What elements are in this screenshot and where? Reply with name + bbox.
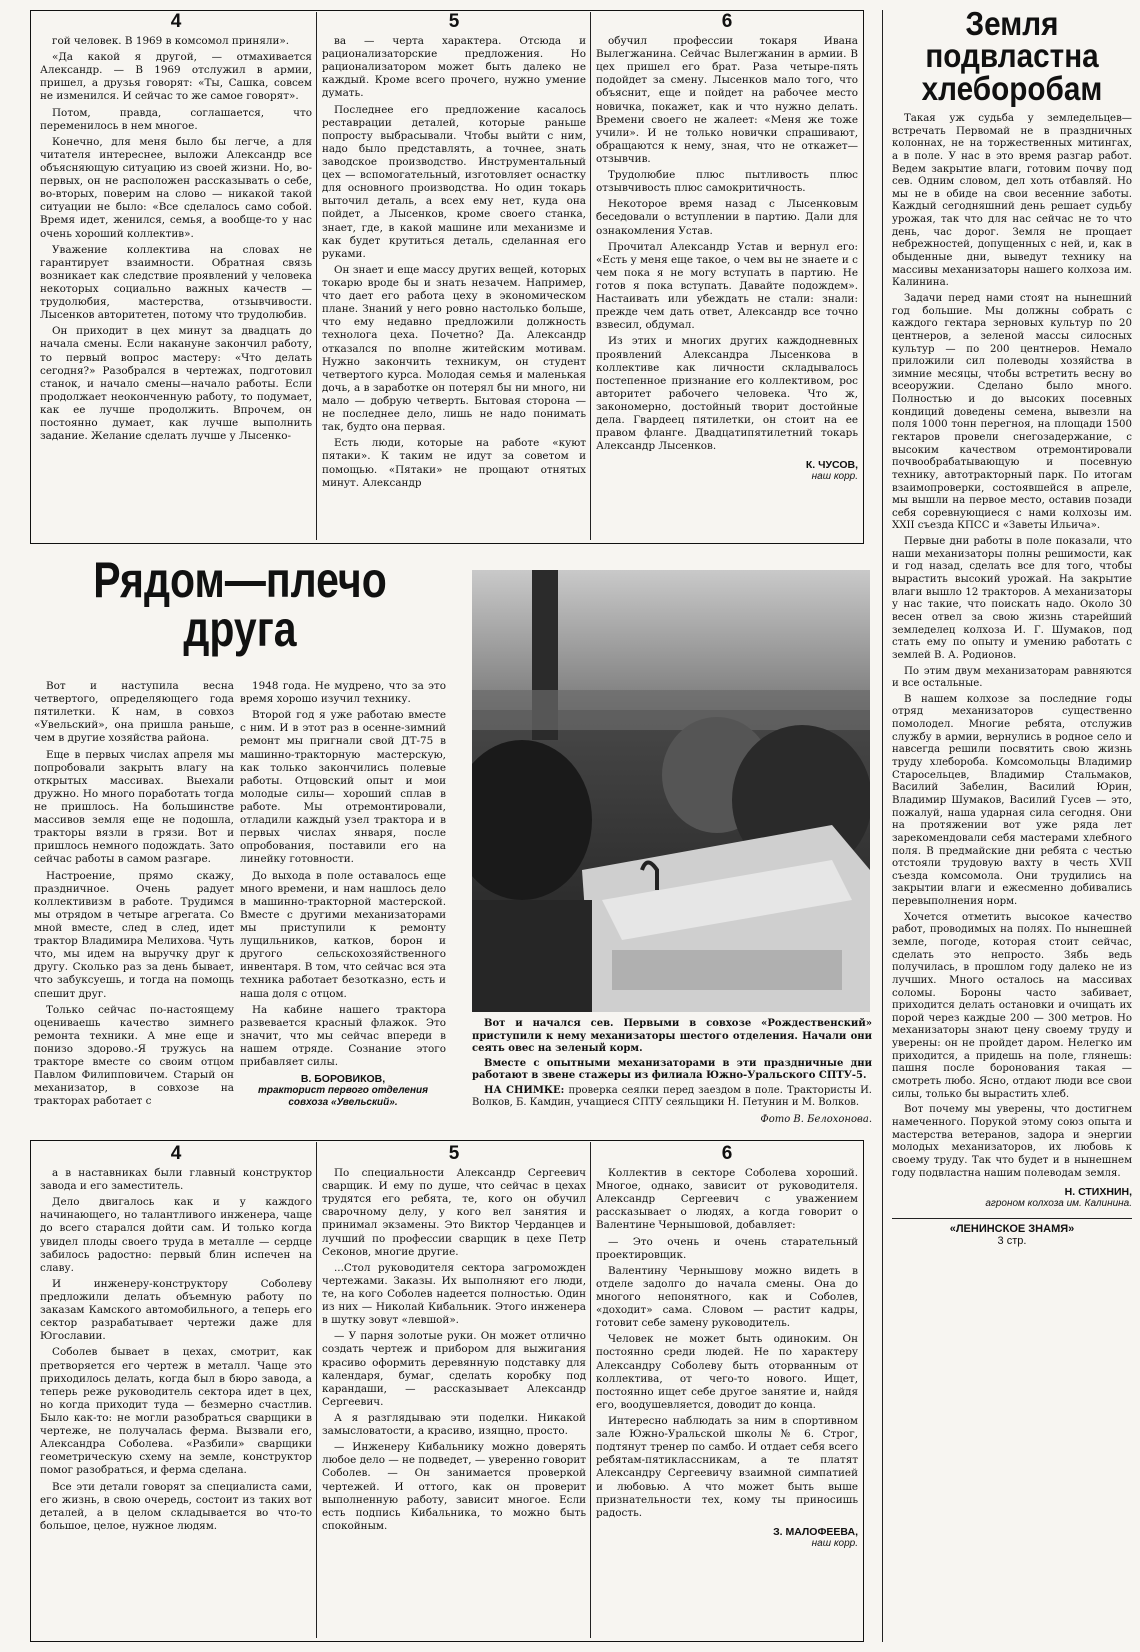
top-col-divider-1 xyxy=(316,12,317,540)
top-column-5 xyxy=(322,12,586,540)
paragraph: Он приходит в цех минут за двадцать до начала смены. Если накануне закончил работу, то первый вопрос мастеру: «Что делать сегодня?» Разобрался в чертежах, подготовил станок, и начало смены—начало работы. Если продолжает неоконченную работу, то подумает, как ее лучше продолжить. Впрочем, он постоянно думает, как лучше выполнить задание. Желание сделать лучше у Лысенко- xyxy=(40,325,312,443)
paragraph: Валентину Чернышову можно видеть в отделе задолго до начала смены. Она до многого непонятного, как и Соболев, «доходит» сама. Словом — растит кадры, готовит себе замену руководитель. xyxy=(596,1264,858,1330)
paragraph: Первые дни работы в поле показали, что наши механизаторы полны решимости, как и год назад, сделать все для того, чтобы вырастить высокий урожай. На закрытие влаги вышло 12 тракторов. А механизаторы у нас такие, что поискать надо. Около 30 весен отвел за свою жизнь старейший земледелец колхоза И. Г. Шумаков, под стать ему по опыту и умению работать с землей В. А. Родионов. xyxy=(892,536,1132,661)
column-number: 5 xyxy=(448,12,460,32)
photo-image xyxy=(472,570,870,1012)
paragraph: А я разглядываю эти поделки. Никакой замысловатости, а красиво, изящно, просто. xyxy=(322,1411,586,1438)
author-signature xyxy=(240,1073,446,1108)
title-line: Рядом—плечо xyxy=(93,556,387,608)
page-number: 3 стр. xyxy=(997,1234,1027,1247)
author-name: В. БОРОВИКОВ, xyxy=(300,1073,386,1086)
paragraph: По этим двум механизаторам равняются и все остальные. xyxy=(892,665,1132,690)
top-column-6 xyxy=(596,12,858,540)
photo-credit: Фото В. Белохонова. xyxy=(760,1113,872,1125)
bottom-column-4 xyxy=(40,1144,312,1638)
paragraph: — Это очень и очень старательный проектировщик. xyxy=(596,1235,858,1261)
paragraph: В нашем колхозе за последние годы отряд механизаторов существенно помолодел. Многие ребята, отслужив службу в армии, вернулись в родное село и навсегда решили посвятить свою жизнь труду хлебороба. Комсомольцы Владимир Старосельцев, Владимир Стальмаков, Василий Забелин, Василий Юрин, Владимир Шумаков, Василий Гусев — это, пожалуй, наша ударная сила сегодня. Они на протяжении вот уже ряда лет зарекомендовали себя мастерами хлебного поля. В предмайские дни ребята с честью отстояли трудовую вахту в честь XVII съезда комсомола. Они трудились на закрытии влаги и ежесменно добивались перевыполнения норм. xyxy=(892,693,1132,908)
paragraph: По специальности Александр Сергеевич сварщик. И ему по душе, что сейчас в цехах трудятся его ребята, те, кого он обучил сварочному делу, у кого вел занятия и принимал экзамены. Это Виктор Черданцев и лучший по профессии сварщик в цехе Петр Секонов, многие другие. xyxy=(322,1167,586,1258)
paragraph: — Инженеру Кибальнику можно доверять любое дело — не подведет, — уверенно говорит Соболев. — Он занимается проверкой чертежей. И оттого, как он проверит выполненную работу, зависит многое. Если есть подпись Кибальника, то можно быть спокойным. xyxy=(322,1441,586,1532)
paragraph: Еще в первых числах апреля мы попробовали закрыть влагу на открытых массивах. Выехали дружно. Но много поработать тогда не пришлось. На большинстве массивов земля еще не подошла, тракторы вязли в грязи. Вот и пришлось немного подождать. Зато сейчас работы в самом разгаре. xyxy=(34,748,234,866)
caption-lead: Вот и начался сев. Первыми в совхозе «Рождественский» приступили к нему механизаторы шестого отделения. Начали они сеять овес на зеленый корм. xyxy=(472,1018,872,1054)
paragraph: Такая уж судьба у земледельцев—встречать Первомай не в праздничных колоннах, не на торжественных митингах, а в поле. У нас в это время разгар работ. Ведем закрытие влаги, готовим почву под сев. Одним словом, дел хоть отбавляй. Но мы не в обиде на свои весенние заботы. Каждый сегодняшний день решает судьбу урожая, так что для нас сейчас не то что день, час дорог. Земля не прощает небрежностей, допущенных с ней, и, как в обыденные дни, выведут технику на массивы механизаторы нашего колхоза им. Калинина. xyxy=(892,112,1132,289)
paragraph: Конечно, для меня было бы легче, а для читателя интереснее, выложи Александр все объясняющую ситуацию из своей жизни. Но, во-первых, он не расположен рассказывать о себе, во-вторых, поверим на слово — никакой такой ситуации не было: «Все сделалось само собой. Время идет, женился, семья, а вообще-то у нас очень хороший коллектив». xyxy=(40,135,312,240)
column-number: 4 xyxy=(170,1144,182,1164)
newspaper-name: «ЛЕНИНСКОЕ ЗНАМЯ» xyxy=(949,1222,1075,1235)
paragraph: Вот почему мы уверены, что достигнем намеченного. Порукой этому союз опыта и мастерства ветеранов, задора и энергии молодых механизаторов, их любовь к своему труду. Так что будет и в нынешнем году подвластна нашим полеводам земля. xyxy=(892,1104,1132,1179)
column-number: 4 xyxy=(170,12,182,32)
paragraph: ...Стол руководителя сектора загроможден чертежами. Заказы. Их выполняют его люди, те, на кого Соболев надеется полностью. Один из них — Николай Кибальник. Этого инженера в шутку зовут «левшой». xyxy=(322,1261,586,1327)
paragraph: Вот и наступила весна четвертого, определяющего года пятилетки. К нам, в совхоз «Увельский», она пришла раньше, чем в другие хозяйства района. xyxy=(34,680,234,745)
middle-article-title xyxy=(30,556,450,674)
paragraph: И инженеру-конструктору Соболеву предложили делать объемную работу по заказам Камского автомобильного, а теперь его сектор разрабатывает чертежи даже для Югославии. xyxy=(40,1277,312,1343)
author-name: Н. СТИХНИН, xyxy=(1064,1186,1132,1199)
paragraph: ва — черта характера. Отсюда и рационализаторские предложения. Но рационализатором может быть далеко не каждый. Кроме всего прочего, нужно умение думать. xyxy=(322,35,586,100)
middle-column-a xyxy=(34,680,234,1150)
author-name: З. МАЛОФЕЕВА, xyxy=(773,1525,858,1538)
paragraph: Второй год я уже работаю вместе с ним. И в этот раз в осенне-зимний ремонт мы пригнали свой ДТ-75 в машинно-тракторную мастерскую, как только закончились полевые работы. Отцовский опыт и мои молодые силы— хороший сплав в работе. Мы отремонтировали, отладили каждый узел трактора и в первых числах января, после опробования, поставили его на линейку готовности. xyxy=(240,709,446,866)
author-role: агроном колхоза им. Калинина. xyxy=(985,1198,1132,1210)
author-signature xyxy=(596,1526,858,1550)
photo-caption xyxy=(472,1018,872,1158)
paragraph: Из этих и многих других каждодневных проявлений Александра Лысенкова в коллективе как личности складывалось постепенное признание его коллективом, рос авторитет рабочего человека. Что ж, закономерно, достойный творит достойные дела. Гвардеец пятилетки, он стоит на ее правом фланге. Двадцатипятилетний токарь Александр Лысенков. xyxy=(596,335,858,453)
author-role: тракторист первого отделения совхоза «Увельский». xyxy=(257,1085,429,1108)
caption-description: проверка сеялки перед заездом в поле. Трактористы И. Волков, Б. Камдин, учащиеся СПТУ сеяльщики Н. Петунин и М. Волков. xyxy=(472,1084,872,1108)
paragraph: Человек не может быть одиноким. Он постоянно среди людей. Не по характеру Александру Соболеву быть оторванным от коллектива, от чего-то нового. Ищет, постоянно ищет себе другое занятие и, найдя его, воодушевляется, доводит до конца. xyxy=(596,1333,858,1411)
paragraph: Интересно наблюдать за ним в спортивном зале Южно-Уральской школы № 6. Строг, подтянут тренер по самбо. И отдает себя всего ребятам-пятиклассникам, а те платят Александру Сергеевичу взаимной симпатией и любовью. А что может быть выше признательности тех, кому ты приносишь радость. xyxy=(596,1414,858,1519)
middle-column-b xyxy=(240,680,446,1158)
paragraph: Есть люди, которые на работе «куют пятаки». К таким не идут за советом и помощью. «Пятаки» не прощают отнятых минут. Александр xyxy=(322,437,586,489)
column-number: 6 xyxy=(721,12,733,32)
paragraph: Хочется отметить высокое качество работ, проводимых на полях. По нынешней земле, погоде, которая стоит сейчас, сделать это непросто. Зябь ведь получилась, в прошлом году далеко не из лучших. Много осталось на массивах соломы. Бороны часто забивает, приходится делать остановки и очищать их порой через каждые 200 — 300 метров. Но механизаторы знают цену своему труду и уверены: он не пройдет даром. Нелегко им приходится, а придешь на поле, глянешь: пашня после боронования такая — смотреть любо. Ясно, отдают люди все свои силы, только бы вырастить хлеб. xyxy=(892,911,1132,1100)
paragraph: На кабине нашего трактора развевается красный флажок. Это значит, что мы сейчас впереди в нашем отряде. Сознание этого прибавляет силы. xyxy=(240,1003,446,1069)
paragraph: Уважение коллектива на словах не гарантирует взаимности. Обратная связь возникает как следствие проявлений у человека некоторых социально важных качеств — трудолюбия, мастерства, отзывчивости. Лысенков авторитетен, потому что трудолюбив. xyxy=(40,243,312,322)
paragraph: Все эти детали говорят за специалиста сами, его жизнь, в свою очередь, состоит из таких вот деталей, а в целом складывается во что-то большое, целое, нужное людям. xyxy=(40,1480,312,1532)
paragraph: Некоторое время назад с Лысенковым беседовали о вступлении в партию. Дали для ознакомления Устав. xyxy=(596,198,858,237)
author-signature xyxy=(892,1186,1132,1210)
paragraph: Трудолюбие плюс пытливость плюс отзывчивость плюс самокритичность. xyxy=(596,169,858,195)
bottom-column-5 xyxy=(322,1144,586,1638)
paragraph: «Да какой я другой, — отмахивается Александр. — В 1969 отслужил в армии, пришел, а друзья говорят: «Ты, Сашка, совсем не изменился. И сейчас то же самое говорят». xyxy=(40,51,312,103)
paragraph: Только сейчас по-настоящему оцениваешь качество зимнего ремонта техники. А мне еще и понизо здорово.-Я тружусь на тракторе вместе со своим отцом Павлом Филипповичем. Старый он механизатор, в совхозе на тракторах работает с xyxy=(34,1003,234,1108)
right-article-title: Земля подвластна хлеборобам xyxy=(921,8,1103,107)
photo-seeder-check xyxy=(472,570,870,1012)
paragraph: Потом, правда, соглашается, что переменилось в нем многое. xyxy=(40,106,312,132)
caption-text: Вместе с опытными механизаторами в эти праздничные дни работают в звене стажеры из филиала Южно-Уральского СПТУ-5. xyxy=(472,1057,872,1081)
paragraph: обучил профессии токаря Ивана Вылегжанина. Сейчас Вылегжанин в армии. В цех пришел его брат. Раза четыре-пять подойдет за смену. Лысенков мало того, что объяснит, еще и пойдет на рабочее место новичка, покажет, как и что нужно делать. Времени своего не жалеет: «Меня же тоже учили». И не только новички спрашивают, обращаются к нему, зная, что не откажет— отзывчив. xyxy=(596,35,858,165)
paragraph: Он знает и еще массу других вещей, которых токарю вроде бы и знать незачем. Например, что дает его работа цеху в экономическом плане. Знаний у него ровно настолько больше, что ему недавно предложили должность технолога цеха. Почетно? Да. Александр отказался по вполне житейским мотивам. Нужно закончить техникум, он студент четвертого курса. Молодая семья и маленькая дочь, а в заработке он потерял бы ни много, ни мало — добрую четверть. Бытовая сторона — не последнее дело, лишь не надо понимать так, будто она первая. xyxy=(322,263,586,434)
paragraph: 1948 года. Не мудрено, что за это время хорошо изучил технику. xyxy=(240,680,446,706)
right-article xyxy=(892,8,1132,1648)
paragraph: Задачи перед нами стоят на нынешний год большие. Мы должны собрать с каждого гектара зерновых культур по 20 центнеров, а зеленой массы силосных культур — по 200 центнеров. Немало приложили сил полеводы хозяйства в зимние месяцы, чтобы встретить весну во всеоружии. Сделано было много. Полностью и до высоких посевных кондиций доведены семена, вывезли на поля 1000 тонн перегноя, на площади 1500 гектаров провели снегозадержание, с высоким качеством отремонтировали почвообрабатывающую и посевную технику, автотракторный парк. По итогам взаимопроверки, состоявшейся в апреле, мы вышли на первое место, оставив позади себя соревнующиеся с нами колхозы им. XXII съезда КПСС и «Заветы Ильича». xyxy=(892,292,1132,532)
author-signature xyxy=(596,459,858,483)
author-role: наш корр. xyxy=(811,471,858,483)
paragraph: До выхода в поле оставалось еще много времени, и нам нашлось дело в машинно-тракторной мастерской. Вместе с другими механизаторами мы приступили к ремонту лущильников, катков, борон и другого сельскохозяйственного инвентаря. В том, что сейчас вся эта техника работает безотказно, есть и наша доля с отцом. xyxy=(240,869,446,1000)
paragraph: Соболев бывает в цехах, смотрит, как претворяется его чертеж в металл. Чаще это приходилось делать, когда был в бюро завода, а теперь реже руководитель сектора идет в цех, но когда приходит туда — безмерно счастлив. Было как-то: не могли разобраться сварщики в чертеже, не получалась ферма. Вызвали его, Александра Соболева. «Разбили» сварщики геометрическую схему на земле, конструктор помог разобраться, и ферма сделана. xyxy=(40,1346,312,1477)
title-line: друга xyxy=(183,601,297,657)
top-col-divider-2 xyxy=(590,12,591,540)
newspaper-footer xyxy=(892,1223,1132,1247)
paragraph: Настроение, прямо скажу, праздничное. Очень радует коллективизм в работе. Трудимся мы отрядом в четыре агрегата. Со мной вместе, след в след, идет трактор Владимира Мелихова. Чуть что, мы идем на выручку друг к другу. Сколько раз за день бывает, что забуксуешь, и тогда на помощь спешит друг. xyxy=(34,869,234,1000)
paragraph: — У парня золотые руки. Он может отлично создать чертеж и прибором для выжигания красиво оформить деревянную подставку для календаря, бумаг, сделать коробку под карандаши, — рассказывает Александр Сергеевич. xyxy=(322,1330,586,1408)
footer-rule xyxy=(892,1218,1132,1219)
paragraph: Коллектив в секторе Соболева хороший. Многое, однако, зависит от руководителя. Александр Сергеевич с уважением рассказывает о людях, а когда говорит о Валентине Чернышовой, добавляет: xyxy=(596,1167,858,1232)
paragraph: Прочитал Александр Устав и вернул его: «Есть у меня еще такое, о чем вы не знаете и с чем пока я не могу вступать в партию. Не готов я пока вступать. Давайте подождем». Настаивать или убеждать не стали: знали: прежде чем дать ответ, Александр все точно взвесил, обдумал. xyxy=(596,240,858,332)
paragraph: Последнее его предложение касалось реставрации деталей, которые раньше попросту выбрасывали. Чтобы выйти с ним, надо было представлять, а точнее, знать заводское производство. Инструментальный цех — вспомогательный, изготовляет оснастку для основного производства. Но один токарь выточил деталь, а всех ему нет, куда она пойдет, а Лысенков, кроме своего станка, знает, где, в какой машине или механизме и как будет крутиться деталь, сделанная его руками. xyxy=(322,103,586,260)
bottom-column-6 xyxy=(596,1144,858,1638)
bottom-col-divider-1 xyxy=(316,1142,317,1638)
bottom-col-divider-2 xyxy=(590,1142,591,1638)
paragraph: гой человек. В 1969 в комсомол приняли». xyxy=(52,35,290,47)
right-column-divider xyxy=(882,10,883,1642)
top-column-4 xyxy=(40,12,312,540)
column-number: 6 xyxy=(721,1144,733,1164)
column-number: 5 xyxy=(448,1144,460,1164)
paragraph: Дело двигалось как и у каждого начинающего, но талантливого инженера, чаще до всего старался дойти сам. И только когда увидел плоды своего труда в металле — сердце забилось радостно: первый блин испечен на славу. xyxy=(40,1196,312,1274)
author-role: наш корр. xyxy=(811,1537,858,1549)
paragraph: а в наставниках были главный конструктор завода и его заместитель. xyxy=(40,1167,312,1193)
author-name: К. ЧУСОВ, xyxy=(805,459,858,472)
caption-label: НА СНИМКЕ: xyxy=(484,1084,565,1096)
